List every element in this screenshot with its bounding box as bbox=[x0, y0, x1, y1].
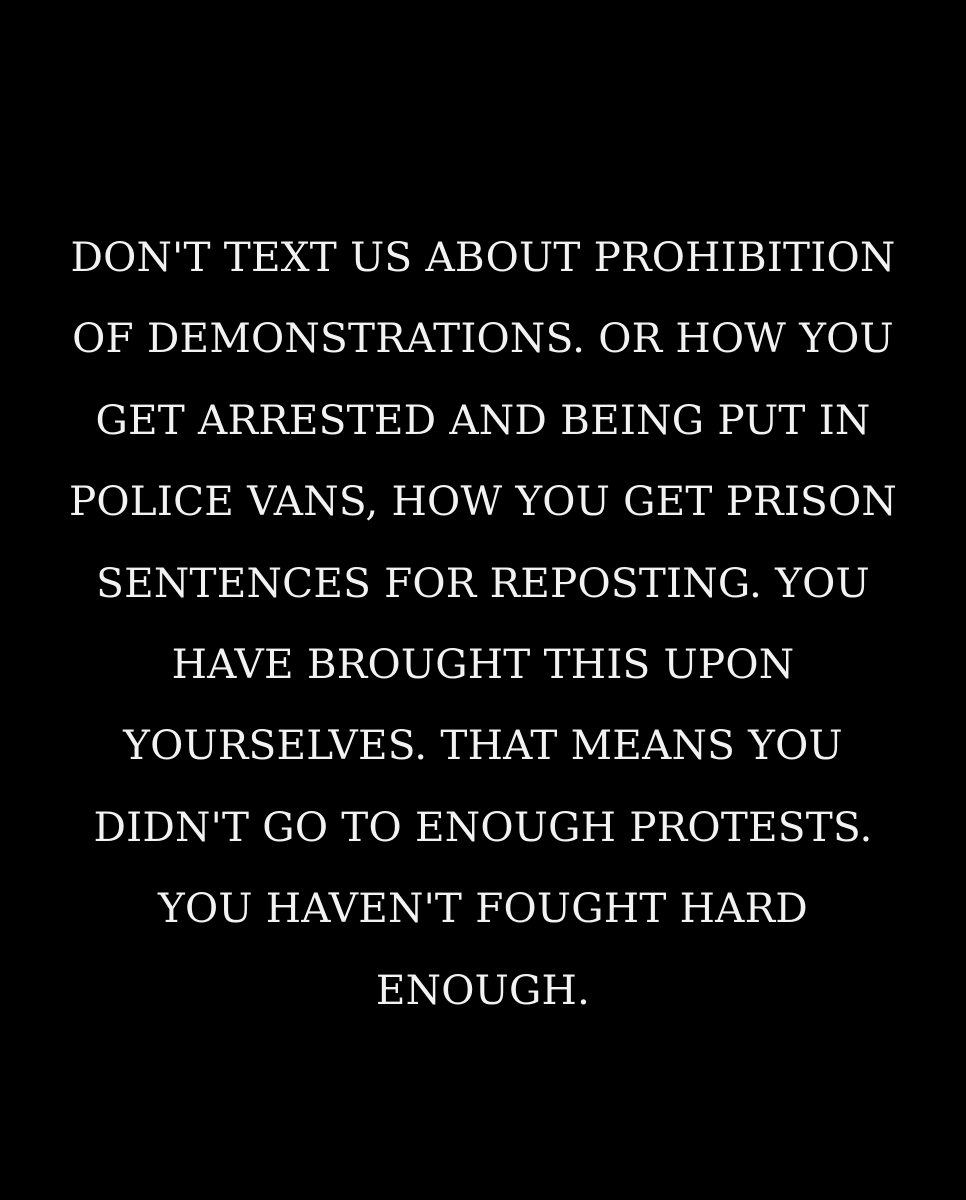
statement-line: OF DEMONSTRATIONS. OR HOW YOU bbox=[72, 314, 894, 363]
statement-line: GET ARRESTED AND BEING PUT IN bbox=[95, 395, 871, 444]
statement-line: DON'T TEXT US ABOUT PROHIBITION bbox=[70, 233, 896, 281]
statement-line: ENOUGH. bbox=[375, 965, 591, 1014]
statement-line: SENTENCES FOR REPOSTING. YOU bbox=[96, 558, 870, 607]
statement-text-block bbox=[0, 229, 966, 1043]
statement-line: YOURSELVES. THAT MEANS YOU bbox=[123, 721, 843, 770]
statement-line: POLICE VANS, HOW YOU GET PRISON bbox=[68, 477, 898, 526]
statement-line: YOU HAVEN'T FOUGHT HARD bbox=[158, 884, 808, 933]
statement-line: HAVE BROUGHT THIS UPON bbox=[171, 639, 795, 688]
statement-line: DIDN'T GO TO ENOUGH PROTESTS. bbox=[93, 802, 873, 851]
